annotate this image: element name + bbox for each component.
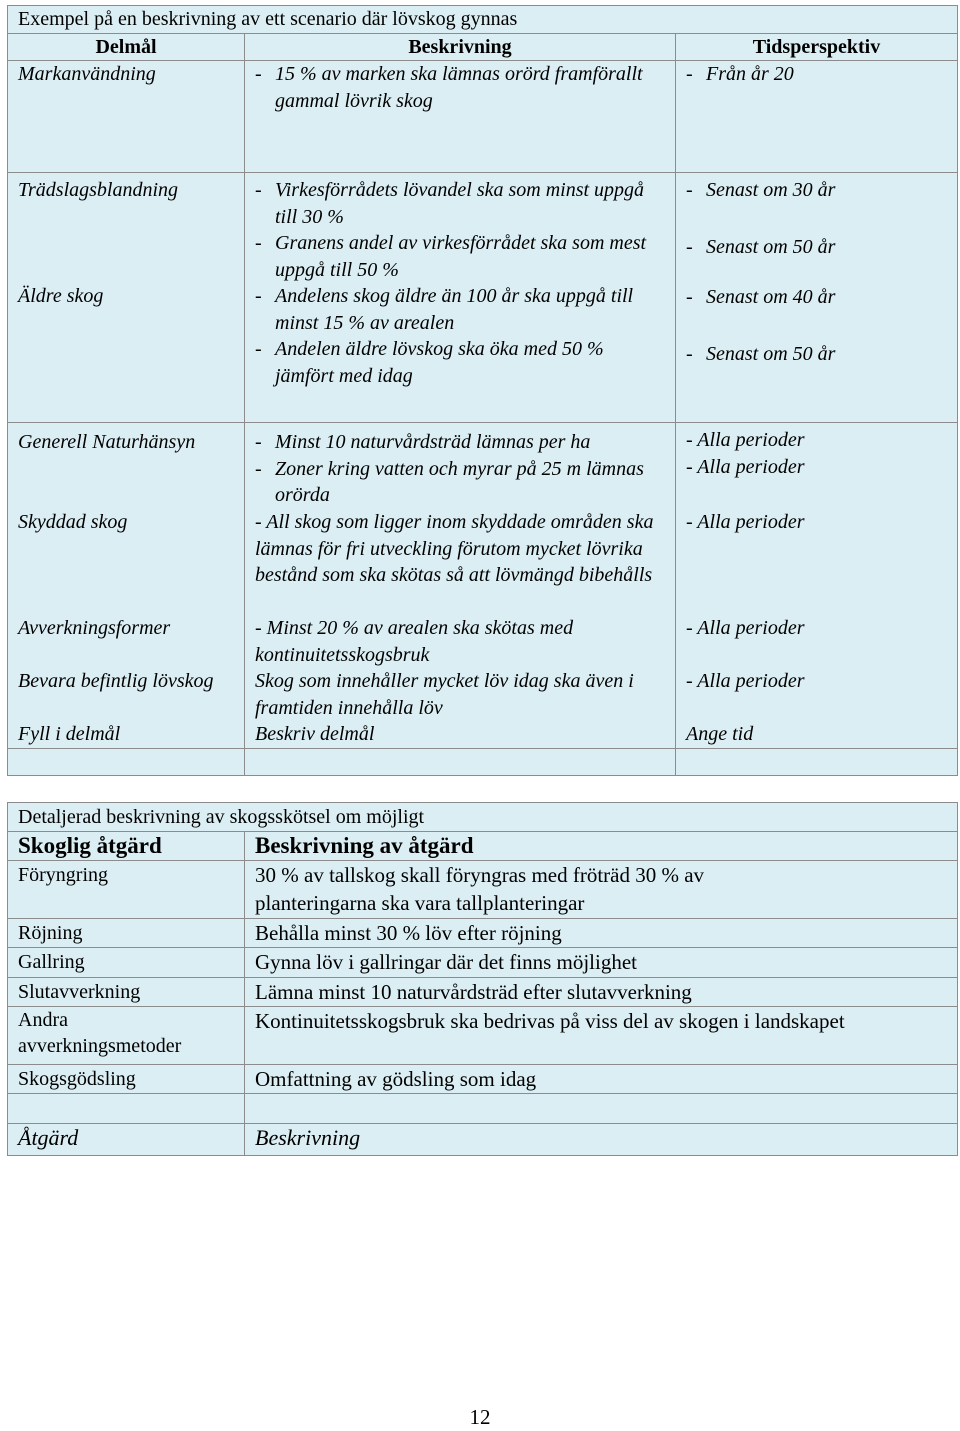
time-avverkning: - Alla perioder [686,617,805,639]
atgard-cell: Röjning [8,919,245,948]
table1-caption: Exempel på en beskrivning av ett scenario där lövskog gynnas [8,6,958,34]
list-item: - Virkesförrådets lövandel ska som minst uppgå till 30 % [255,179,645,228]
atgard-cell: Andra avverkningsmetoder [8,1007,245,1065]
empty-row [8,748,958,775]
table-row [8,1007,958,1065]
list-item: - 15 % av marken ska lämnas orörd framförallt gammal lövrik skog [255,63,643,112]
desc-cell [245,423,676,749]
goal-generell-naturhansyn: Generell Naturhänsyn [18,431,196,453]
time-fyll-i: Ange tid [686,723,754,745]
table-row [8,1065,958,1094]
table-row [8,423,958,749]
time-cell [676,61,958,173]
table-row [8,948,958,978]
goal-tradslagsblandning: Trädslagsblandning [18,179,179,201]
goal-cell [8,173,245,423]
desc-cell [245,61,676,173]
table-row [8,978,958,1007]
beskrivning-template-cell: Beskrivning [245,1124,958,1156]
header-skoglig-atgard: Skoglig åtgärd [8,832,245,861]
goal-skyddad-skog: Skyddad skog [18,511,128,533]
list-item: - Minst 10 naturvårdsträd lämnas per ha [255,431,591,453]
header-beskrivning: Beskrivning [245,33,676,61]
desc-skyddad-skog: - All skog som ligger inom skyddade områden ska lämnas för fri utveckling förutom mycket lövrika bestånd som ska skötas så att lövmängd bibehålls [255,511,654,586]
beskrivning-cell: Behålla minst 30 % löv efter röjning [245,919,958,948]
beskrivning-cell: Omfattning av gödsling som idag [245,1065,958,1094]
desc-avverkningsformer: - Minst 20 % av arealen ska skötas med kontinuitetsskogsbruk [255,617,574,666]
list-item: - Zoner kring vatten och myrar på 25 m lämnas orörda [255,457,644,506]
list-item: - Senast om 40 år [686,286,836,308]
table-row [8,61,958,173]
page-number: 12 [469,1405,491,1429]
desc-cell [245,173,676,423]
list-item: - Andelen äldre lövskog ska öka med 50 % jämfört med idag [255,338,604,387]
list-item: - Senast om 30 år [686,179,836,201]
beskrivning-cell: Gynna löv i gallringar där det finns möjlighet [245,948,958,978]
table-row [8,919,958,948]
desc-bevara-lovskog: Skog som innehåller mycket löv idag ska även i framtiden innehålla löv [255,670,634,719]
table-row [8,861,958,919]
atgard-cell: Slutavverkning [8,978,245,1007]
goal-fyll-i-delmal: Fyll i delmål [18,723,121,745]
atgard-cell: Föryngring [8,861,245,919]
table-row [8,173,958,423]
atgard-template-cell: Åtgärd [8,1124,245,1156]
time-cell [676,423,958,749]
beskrivning-cell: 30 % av tallskog skall föryngras med fröträd 30 % av planteringarna ska vara tallplanteringar [245,861,958,919]
header-beskrivning-av-atgard: Beskrivning av åtgärd [245,832,958,861]
goal-bevara-befintlig-lovskog: Bevara befintlig lövskog [18,670,214,692]
beskrivning-cell: Lämna minst 10 naturvårdsträd efter slutavverkning [245,978,958,1007]
delmal-table [7,5,958,776]
goal-avverkningsformer: Avverkningsformer [18,617,171,639]
desc-fyll-i: Beskriv delmål [255,723,375,745]
empty-row [8,1094,958,1124]
beskrivning-cell: Kontinuitetsskogsbruk ska bedrivas på viss del av skogen i landskapet [245,1007,958,1065]
atgard-table [7,802,958,1156]
time-cell [676,173,958,423]
list-item: - Senast om 50 år [686,236,836,258]
goal-aldre-skog: Äldre skog [18,285,104,307]
time-generell-2: - Alla perioder [686,455,805,478]
goal-cell: Markanvändning [8,61,245,173]
list-item: - Senast om 50 år [686,343,836,365]
atgard-cell: Skogsgödsling [8,1065,245,1094]
list-item: - Från år 20 [686,63,794,85]
time-generell-1: - Alla perioder [686,429,805,451]
table-row [8,1124,958,1156]
header-delmal: Delmål [8,33,245,61]
time-skyddad: - Alla perioder [686,511,805,533]
atgard-cell: Gallring [8,948,245,978]
list-item: - Andelens skog äldre än 100 år ska uppgå till minst 15 % av arealen [255,285,634,334]
goal-cell [8,423,245,749]
list-item: - Granens andel av virkesförrådet ska som mest uppgå till 50 % [255,232,647,281]
header-tidsperspektiv: Tidsperspektiv [676,33,958,61]
table2-caption: Detaljerad beskrivning av skogsskötsel om möjligt [8,803,958,832]
time-bevara: - Alla perioder [686,670,805,692]
